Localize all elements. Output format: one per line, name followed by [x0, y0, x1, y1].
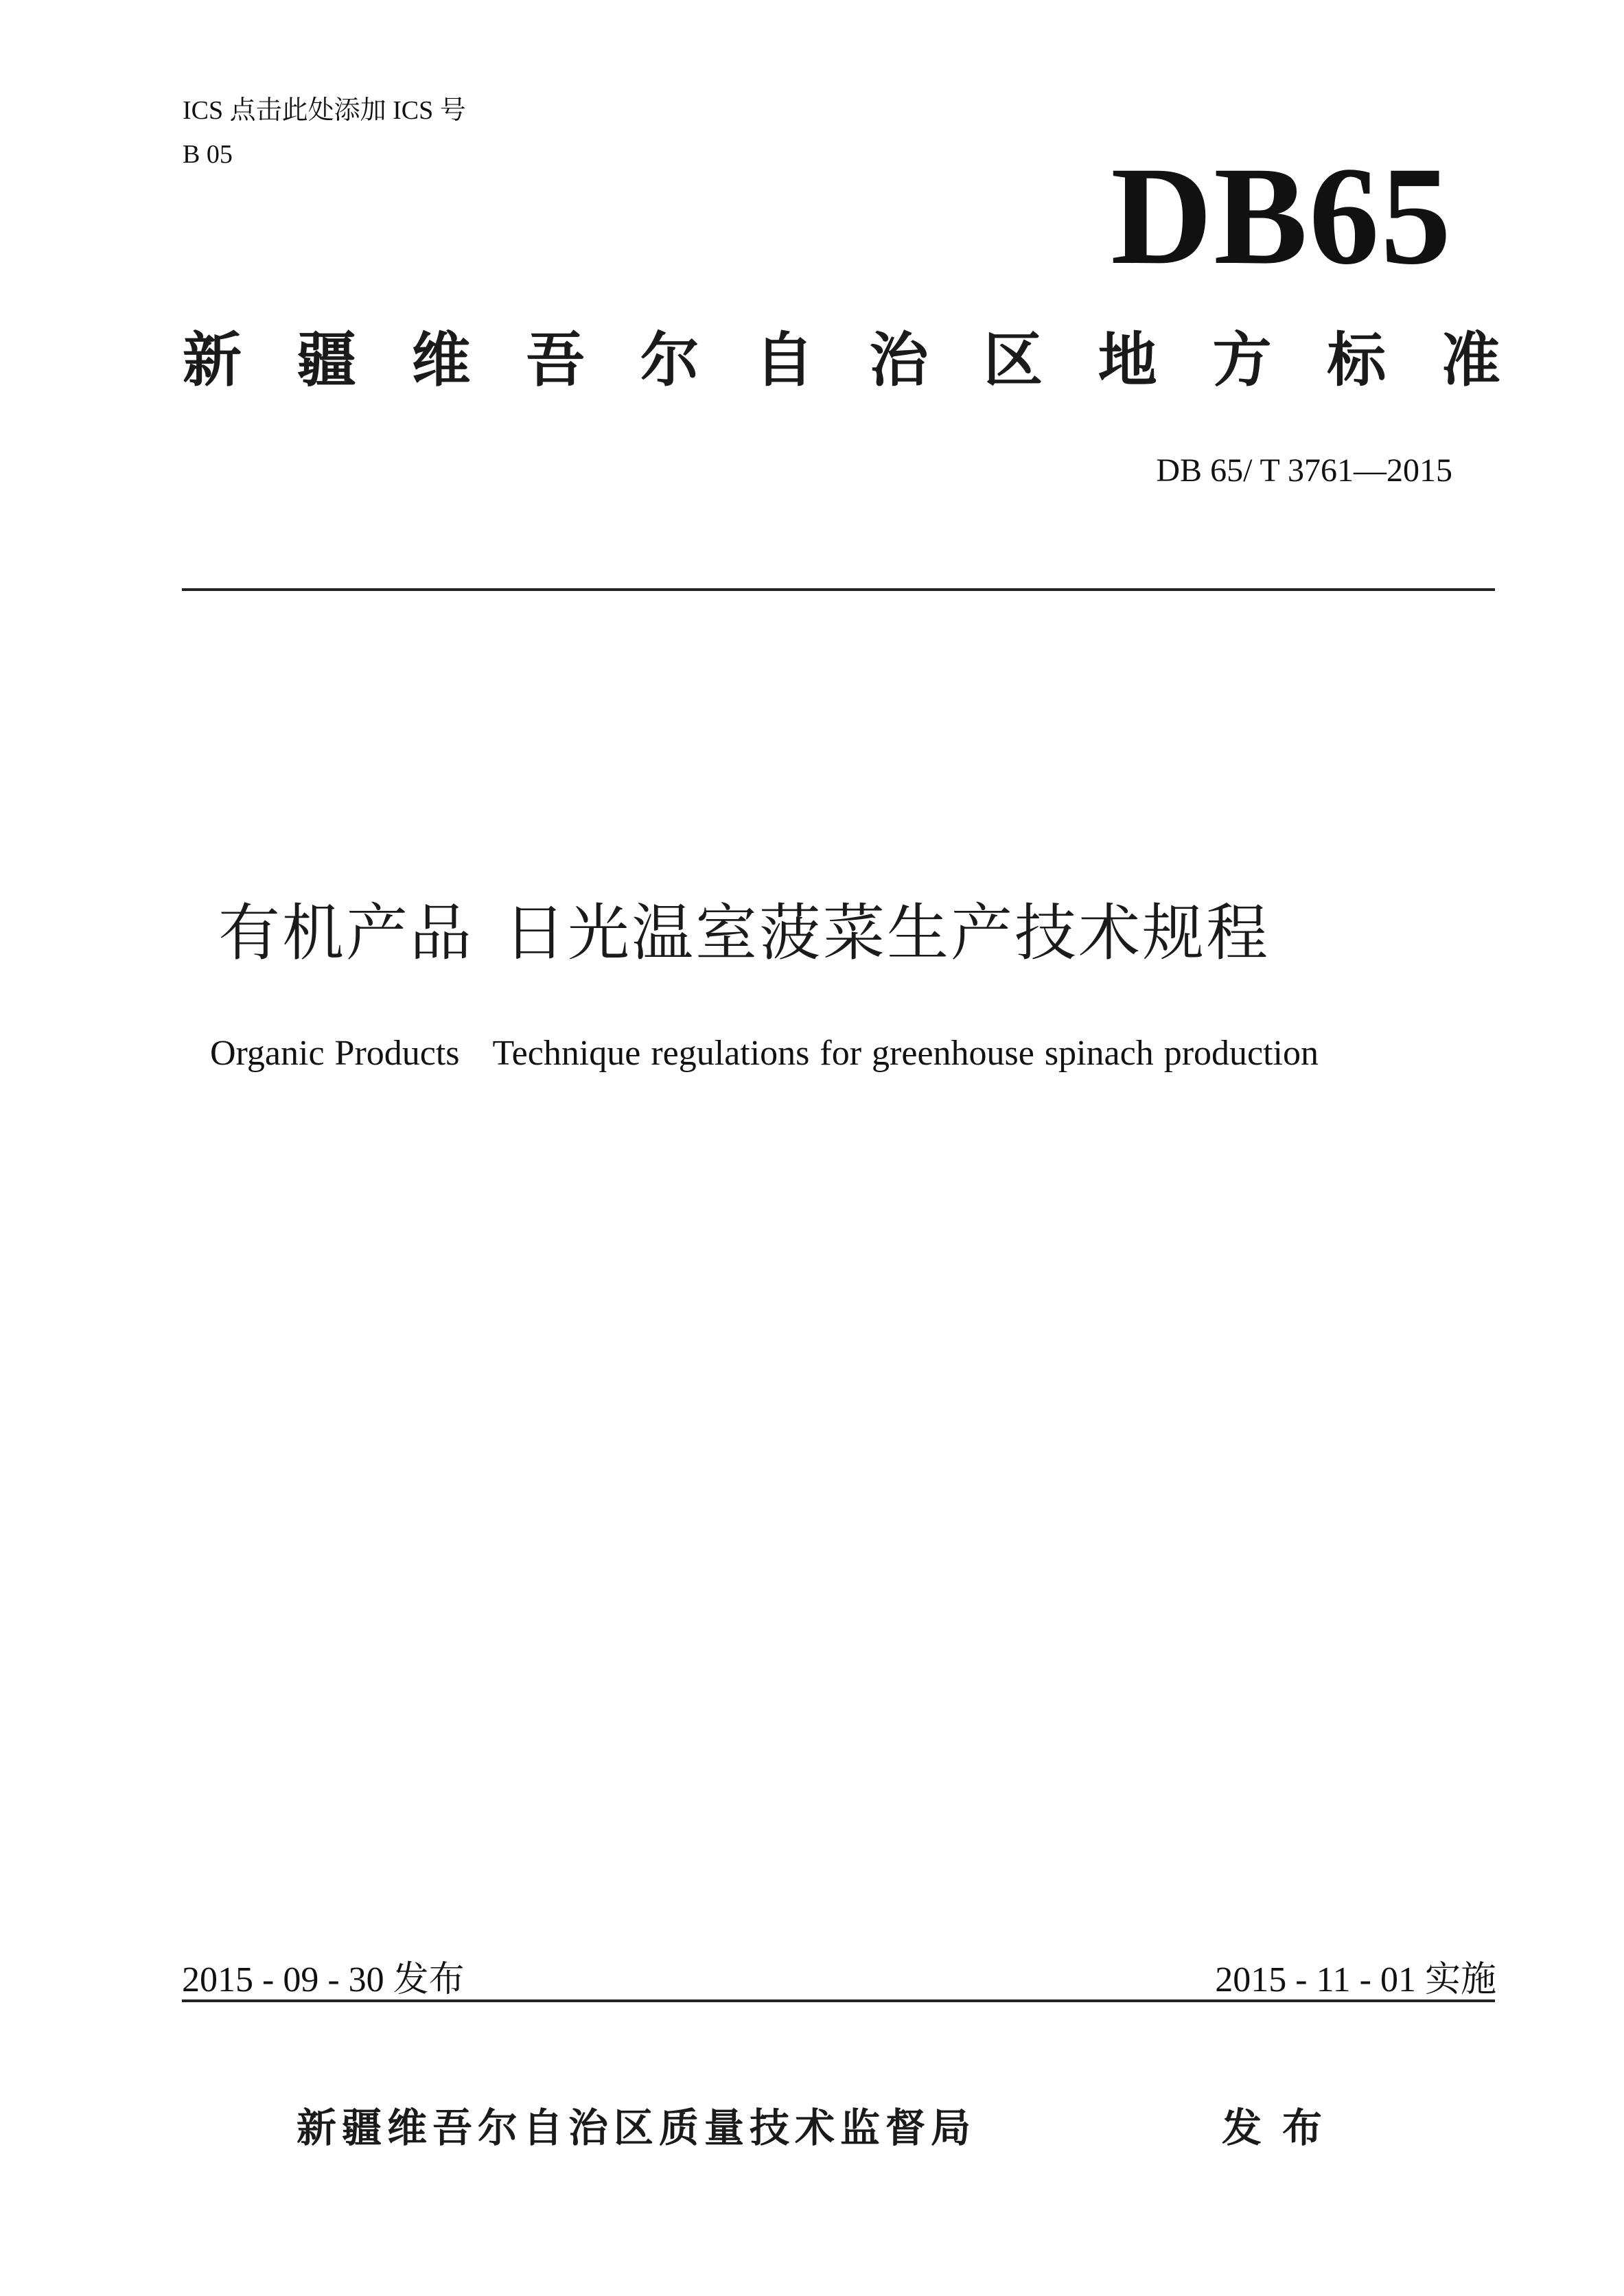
- class-char: 新: [183, 326, 242, 395]
- english-title-part1: Organic Products: [210, 1034, 460, 1073]
- class-char: 区: [984, 326, 1043, 395]
- standard-logo: DB65: [1111, 138, 1452, 294]
- class-char: 准: [1441, 326, 1500, 395]
- class-char: 自: [754, 326, 814, 395]
- class-char: 标: [1327, 326, 1387, 395]
- class-char: 疆: [297, 326, 356, 395]
- class-char: 地: [1098, 326, 1157, 395]
- issuing-authority: 新疆维吾尔自治区质量技术监督局: [297, 2104, 977, 2151]
- class-char: 维: [411, 326, 471, 395]
- english-title-part2: Technique regulations for greenhouse spinach production: [492, 1034, 1319, 1073]
- class-char: 尔: [640, 326, 699, 395]
- chinese-title-part1: 有机产品: [218, 897, 474, 969]
- standard-class-title: [183, 323, 1500, 398]
- bottom-divider: [182, 1999, 1495, 2002]
- class-char: 方: [1212, 326, 1272, 395]
- chinese-title: [218, 892, 1270, 975]
- issue-date: 2015 - 09 - 30 发布: [182, 1960, 465, 1999]
- standard-number: DB 65/ T 3761—2015: [1156, 452, 1452, 489]
- issue-label: 发布: [1222, 2104, 1343, 2151]
- class-char: 吾: [526, 326, 585, 395]
- ics-code: ICS 点击此处添加 ICS 号: [183, 96, 466, 125]
- class-char: 治: [869, 326, 929, 395]
- ccs-code: B 05: [183, 140, 233, 169]
- implementation-date: 2015 - 11 - 01 实施: [1215, 1960, 1496, 1999]
- top-divider: [182, 588, 1495, 591]
- chinese-title-part2: 日光温室菠菜生产技术规程: [504, 897, 1270, 969]
- english-title: [210, 1030, 1319, 1078]
